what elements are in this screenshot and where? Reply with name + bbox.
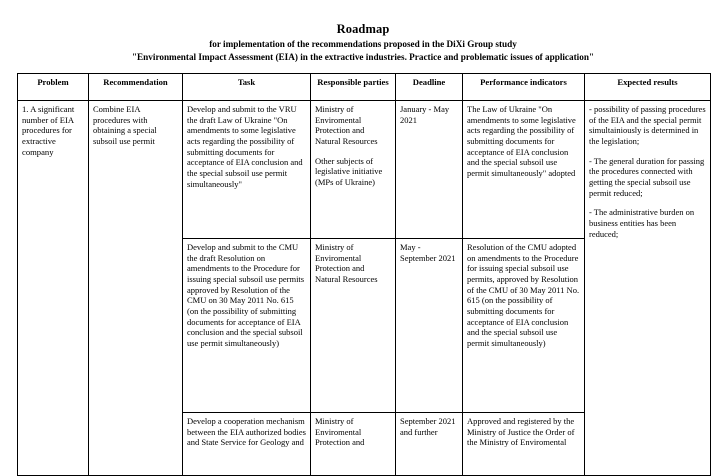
expected-result-item: - The administrative burden on business entities has been reduced; (589, 207, 695, 239)
expected-result-item: - The general duration for passing the procedures connected with getting the special subsoil use permit reduced; (589, 155, 705, 198)
column-header-task: Task (183, 74, 311, 101)
document-subtitle-line-2: "Environmental Impact Assessment (EIA) in the extractive industries. Practice and problematic issues of application" (131, 52, 595, 63)
column-header-responsible-parties: Responsible parties (311, 74, 396, 101)
column-header-deadline: Deadline (396, 74, 463, 101)
cell-deadline: May - September 2021 (396, 238, 463, 412)
cell-task: Develop and submit to the CMU the draft Resolution on amendments to the Procedure for issuing special subsoil use permits approved by Resolution of the CMU on 30 May 2011 No. 615 (on the possibility of submitting documents for acceptance of EIA conclusion and the special subsoil use permit simultaneously) (183, 238, 311, 412)
cell-performance-indicators: The Law of Ukraine "On amendments to some legislative acts regarding the possibility of submitting documents for acceptance of EIA conclusion and the special subsoil use permit simultaneously" adopted (463, 100, 585, 238)
cell-responsible-parties: Ministry of Enviromental Protection and Natural Resources (311, 238, 396, 412)
table-header-row (18, 74, 711, 101)
column-header-performance-indicators: Performance indicators (463, 74, 585, 101)
responsible-party-secondary: Other subjects of legislative initiative (MPs of Ukraine) (315, 155, 383, 188)
document-subtitle-line-1: for implementation of the recommendations proposed in the DiXi Group study (209, 38, 517, 49)
roadmap-table (17, 73, 711, 476)
cell-task: Develop a cooperation mechanism between the EIA authorized bodies and State Service for Geology and (183, 412, 311, 475)
table-row (18, 100, 711, 238)
cell-performance-indicators: Approved and registered by the Ministry of Justice the Order of the Ministry of Enviromental (463, 412, 585, 475)
expected-result-item: - possibility of passing procedures of the EIA and the special permit simultainiously is determined in the legislation; (589, 103, 706, 146)
roadmap-table-container (17, 73, 710, 476)
table-body (18, 100, 711, 475)
responsible-party-primary: Ministry of Enviromental Protection and Natural Resources (315, 103, 378, 146)
cell-deadline: September 2021 and further (396, 412, 463, 475)
document-heading (0, 0, 726, 64)
cell-performance-indicators: Resolution of the CMU adopted on amendments to the Procedure for issuing special subsoil use permits, approved by Resolution of the CMU of 30 May 2011 No. 615 (on the possibility of submitting documents for acceptance of EIA conclusion and the special subsoil use permit simultaneously) (463, 238, 585, 412)
column-header-recommendation: Recommendation (89, 74, 183, 101)
column-header-problem: Problem (18, 74, 89, 101)
cell-recommendation: Combine EIA procedures with obtaining a special subsoil use permit (89, 100, 183, 475)
page-title: Roadmap (336, 22, 390, 36)
cell-deadline: January - May 2021 (396, 100, 463, 238)
table-header (18, 74, 711, 101)
cell-responsible-parties (311, 100, 396, 238)
cell-expected-results (585, 100, 711, 475)
cell-responsible-parties: Ministry of Enviromental Protection and (311, 412, 396, 475)
cell-problem: 1. A significant number of EIA procedures for extractive company (18, 100, 89, 475)
cell-task: Develop and submit to the VRU the draft Law of Ukraine "On amendments to some legislative acts regarding the possibility of submitting documents for acceptance of EIA conclusion and the special subsoil use permit simultaneously" (183, 100, 311, 238)
column-header-expected-results: Expected results (585, 74, 711, 101)
